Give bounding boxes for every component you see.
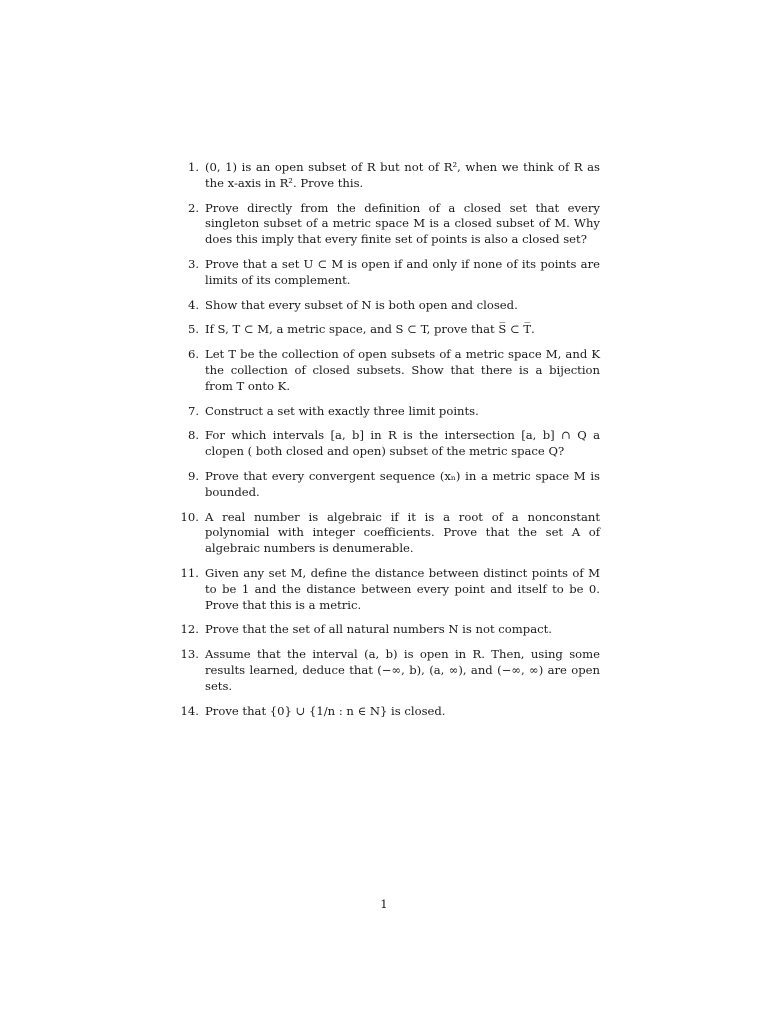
problem-text: Given any set M, define the distance between distinct points of M to be 1 and the distance between every point and itself to be 0. Prove that this is a metric. [205, 565, 600, 612]
problem-item-2 [172, 201, 600, 248]
problem-number: 7. [187, 403, 199, 418]
problem-number: 6. [187, 347, 199, 362]
problem-number: 5. [187, 322, 199, 337]
problem-number: 4. [187, 297, 199, 312]
problem-item-14 [172, 704, 600, 720]
problem-text: Let T be the collection of open subsets of a metric space M, and K the collection of closed subsets. Show that there is a bijection from T onto K. [205, 347, 600, 393]
problem-item-6 [172, 347, 600, 394]
problem-item-12 [172, 622, 600, 638]
problem-text: Prove directly from the definition of a closed set that every singleton subset of a metric space M is a closed subset of M. Why does this imply that every finite set of points is also a closed set? [205, 200, 600, 247]
problem-number: 13. [180, 647, 199, 662]
problem-item-7 [172, 404, 600, 420]
problem-text: Prove that a set U ⊂ M is open if and only if none of its points are limits of its complement. [205, 256, 600, 287]
problem-item-5 [172, 322, 600, 338]
problem-text: For which intervals [a, b] in R is the intersection [a, b] ∩ Q a clopen ( both closed and open) subset of the metric space Q? [205, 428, 600, 459]
problem-text: (0, 1) is an open subset of R but not of R², when we think of R as the x-axis in R². Prove this. [205, 160, 600, 190]
problem-text: Show that every subset of N is both open and closed. [205, 297, 518, 312]
problem-number: 1. [187, 160, 199, 174]
problem-number: 11. [180, 565, 199, 580]
problem-text: If S, T ⊂ M, a metric space, and S ⊂ T, prove that S̅ ⊂ T̅. [205, 322, 535, 337]
problem-number: 2. [187, 200, 199, 215]
problem-item-4 [172, 298, 600, 314]
problem-text: Prove that every convergent sequence (xₙ) in a metric space M is bounded. [205, 468, 600, 499]
problem-number: 12. [180, 622, 199, 637]
problem-number: 10. [180, 509, 199, 524]
problem-number: 3. [187, 256, 199, 271]
problem-item-9 [172, 469, 600, 501]
problem-item-3 [172, 257, 600, 289]
problem-text: Assume that the interval (a, b) is open in R. Then, using some results learned, deduce that (−∞, b), (a, ∞), and (−∞, ∞) are open sets. [205, 647, 600, 693]
problem-text: A real number is algebraic if it is a root of a nonconstant polynomial with integer coefficients. Prove that the set A of algebraic numbers is denumerable. [205, 509, 600, 556]
problem-text: Construct a set with exactly three limit points. [205, 403, 479, 418]
problem-item-1 [172, 160, 600, 192]
problem-item-13 [172, 647, 600, 694]
problem-number: 14. [180, 703, 199, 718]
problem-text: Prove that the set of all natural numbers N is not compact. [205, 622, 552, 637]
problem-item-11 [172, 566, 600, 613]
problem-list [172, 160, 600, 728]
problem-number: 9. [187, 468, 199, 483]
problem-item-10 [172, 510, 600, 557]
problem-number: 8. [187, 428, 199, 443]
problem-item-8 [172, 428, 600, 460]
problem-text: Prove that {0} ∪ {1/n : n ∈ N} is closed. [205, 703, 446, 718]
page-number: 1 [380, 897, 388, 911]
